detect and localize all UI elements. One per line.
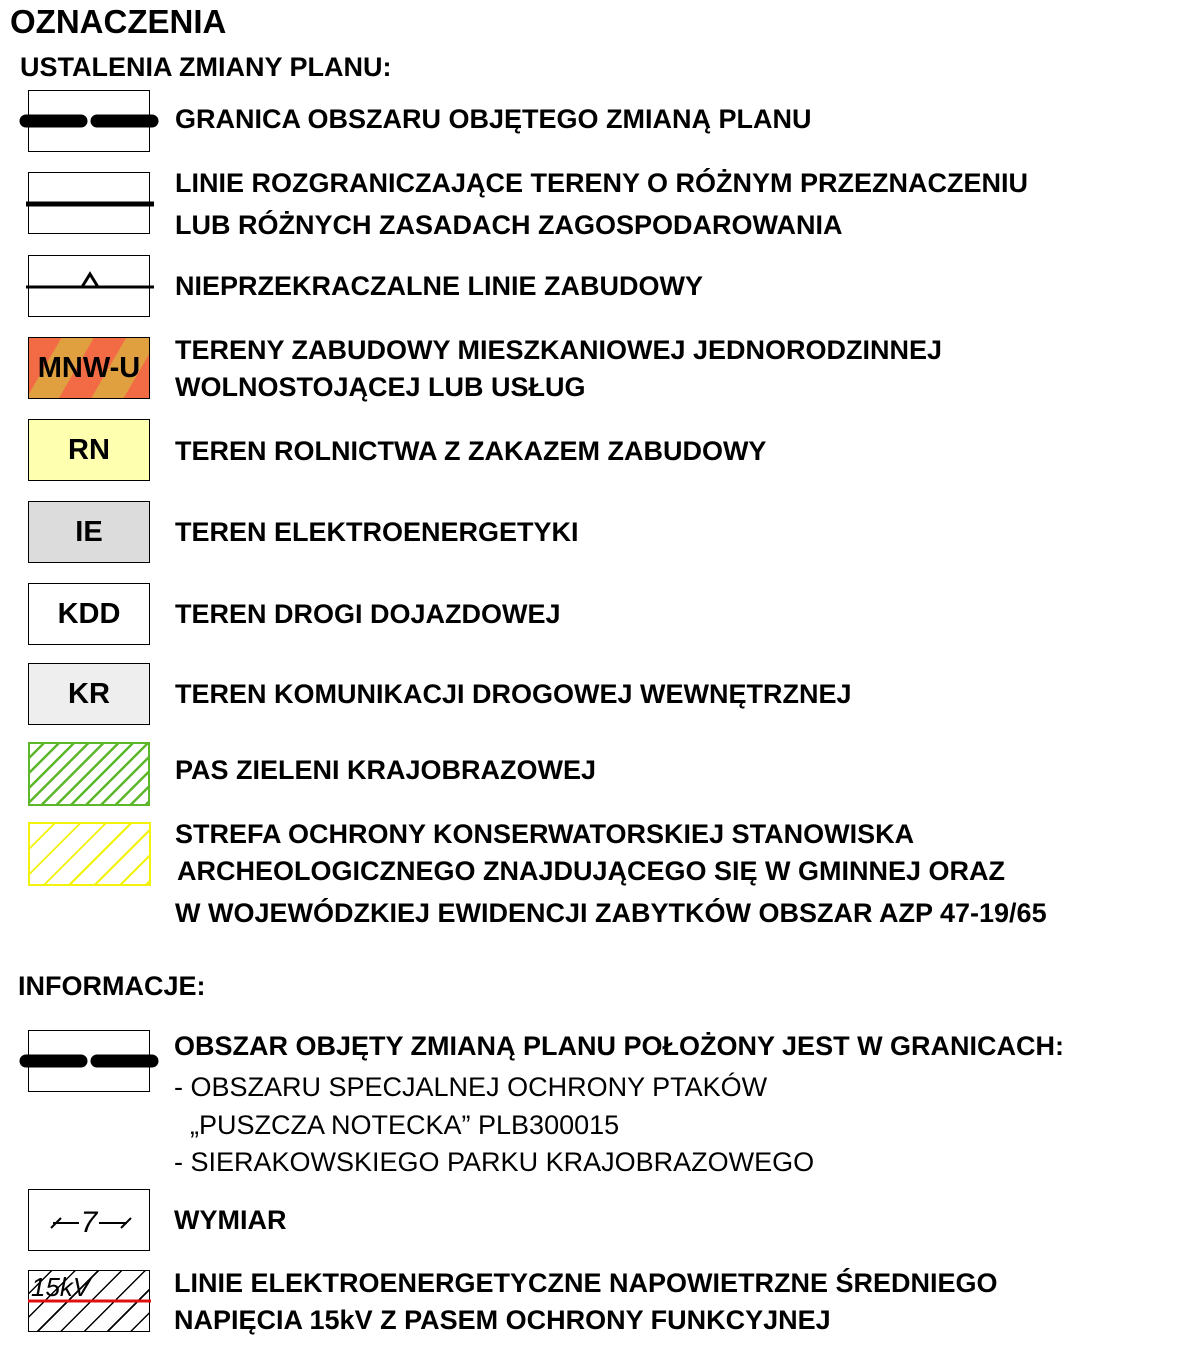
symbol-kdd (28, 583, 150, 645)
symbol-plan-boundary (28, 90, 150, 152)
legend-label: „PUSZCZA NOTECKA” PLB300015 (190, 1110, 620, 1140)
legend-label: - SIERAKOWSKIEGO PARKU KRAJOBRAZOWEGO (174, 1147, 815, 1177)
symbol-archaeology-zone-hatch (28, 822, 151, 886)
legend-label: NIEPRZEKRACZALNE LINIE ZABUDOWY (175, 271, 703, 301)
legend-title: OZNACZENIA (10, 3, 227, 40)
legend-label: OBSZAR OBJĘTY ZMIANĄ PLANU POŁOŻONY JEST W GRANICACH: (174, 1031, 1065, 1061)
legend-label: WYMIAR (174, 1205, 287, 1235)
symbol-protected-area-boundary (28, 1030, 150, 1092)
legend-label: WOLNOSTOJĄCEJ LUB USŁUG (175, 372, 586, 402)
symbol-kr (28, 663, 150, 725)
symbol-green-belt-hatch (28, 742, 150, 806)
legend-label: TEREN KOMUNIKACJI DROGOWEJ WEWNĘTRZNEJ (175, 679, 852, 709)
legend-label: PAS ZIELENI KRAJOBRAZOWEJ (175, 755, 597, 785)
symbol-demarcation-line (28, 172, 150, 234)
legend-label: TERENY ZABUDOWY MIESZKANIOWEJ JEDNORODZINNEJ (175, 335, 943, 365)
section-heading-informacje: INFORMACJE: (18, 971, 206, 1001)
legend-label: TEREN ELEKTROENERGETYKI (175, 517, 579, 547)
legend-label: - OBSZARU SPECJALNEJ OCHRONY PTAKÓW (174, 1072, 768, 1102)
legend-label: NAPIĘCIA 15kV Z PASEM OCHRONY FUNKCYJNEJ (174, 1305, 831, 1335)
symbol-mnw-u (28, 337, 150, 399)
symbol-building-line (28, 255, 150, 317)
legend-label: LINIE ELEKTROENERGETYCZNE NAPOWIETRZNE ŚREDNIEGO (174, 1268, 998, 1298)
legend-label: GRANICA OBSZARU OBJĘTEGO ZMIANĄ PLANU (175, 104, 812, 134)
zone-code: KR (68, 677, 110, 710)
section-heading-ustalenia: USTALENIA ZMIANY PLANU: (20, 52, 392, 82)
zone-code: KDD (57, 597, 121, 630)
symbol-rn (28, 419, 150, 481)
legend-label: W WOJEWÓDZKIEJ EWIDENCJI ZABYTKÓW OBSZAR AZP 47-19/65 (175, 898, 1047, 928)
dimension-value: 7 (80, 1206, 98, 1239)
legend-label: STREFA OCHRONY KONSERWATORSKIEJ STANOWISKA (175, 819, 915, 849)
legend-label: LUB RÓŻNYCH ZASADACH ZAGOSPODAROWANIA (175, 210, 843, 240)
zone-code: RN (68, 433, 110, 466)
symbol-power-line-15kv (28, 1270, 150, 1332)
legend-label: ARCHEOLOGICZNEGO ZNAJDUJĄCEGO SIĘ W GMINNEJ ORAZ (177, 856, 1006, 886)
symbol-ie (28, 501, 150, 563)
voltage-label: 15kV (31, 1272, 91, 1302)
legend-label: TEREN DROGI DOJAZDOWEJ (175, 599, 561, 629)
zone-code: MNW-U (37, 351, 141, 384)
zone-code: IE (75, 515, 103, 548)
legend-label: LINIE ROZGRANICZAJĄCE TERENY O RÓŻNYM PRZEZNACZENIU (175, 168, 1029, 198)
symbol-dimension (28, 1189, 150, 1251)
legend-label: TEREN ROLNICTWA Z ZAKAZEM ZABUDOWY (175, 436, 767, 466)
